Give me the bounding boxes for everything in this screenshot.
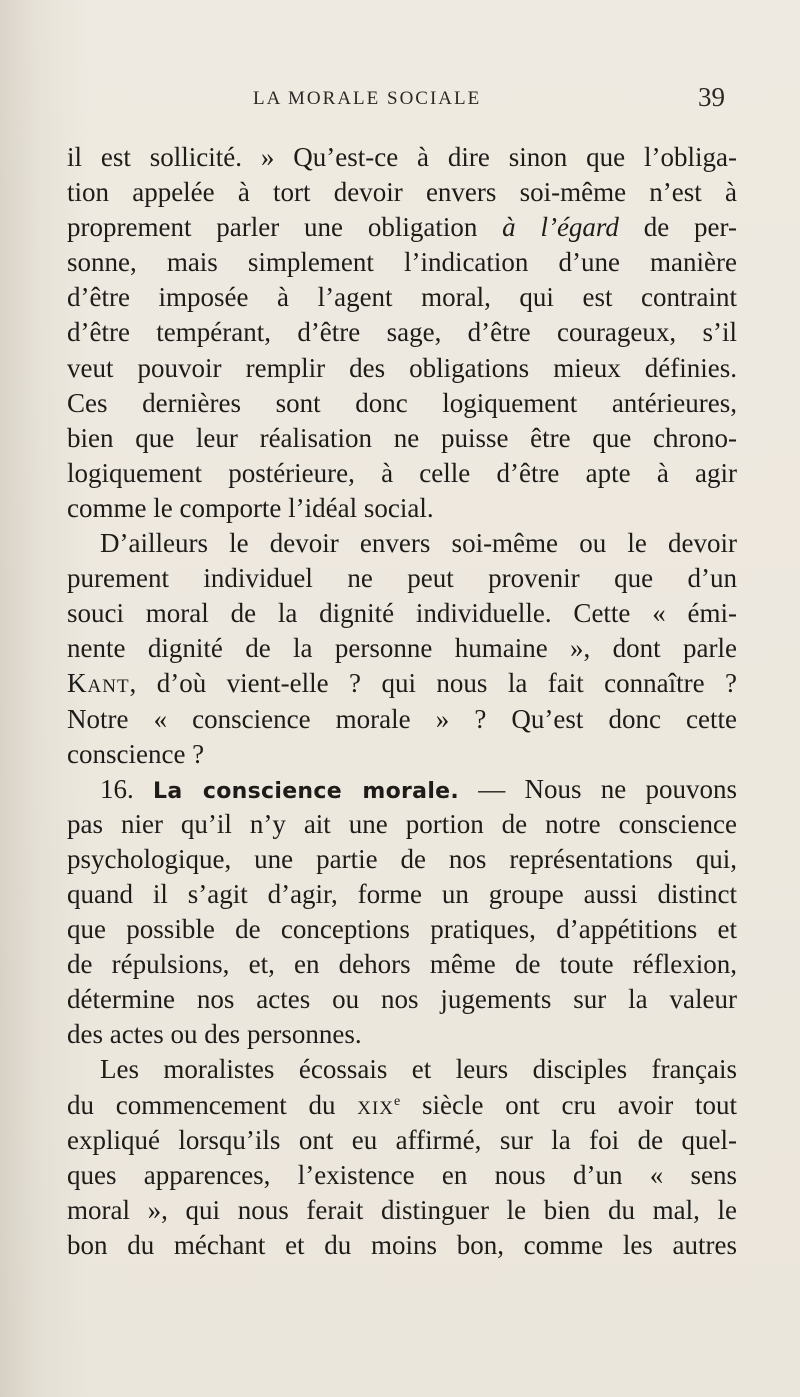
section-title: La conscience morale. bbox=[153, 778, 460, 804]
text-line: nente dignité de la personne humaine », dont parle bbox=[67, 633, 737, 664]
page-header bbox=[0, 82, 800, 118]
section-number: 16. bbox=[100, 773, 134, 804]
text-line: conscience ? bbox=[67, 738, 205, 769]
text-fragment: proprement parler une obligation bbox=[67, 212, 503, 243]
text-line: bien que leur réalisation ne puisse être que chrono- bbox=[67, 422, 737, 453]
text-fragment: , d’où vient-elle ? qui nous la fait connaître ? bbox=[129, 668, 737, 699]
text-line: Notre « conscience morale » ? Qu’est donc cette bbox=[67, 703, 737, 734]
italic-phrase: à l’égard bbox=[502, 212, 619, 243]
text-line: Les moralistes écossais et leurs disciples français bbox=[100, 1054, 737, 1085]
text-fragment: du commencement du bbox=[67, 1089, 358, 1120]
text-fragment: de per- bbox=[618, 212, 737, 243]
text-line: sonne, mais simplement l’indication d’une manière bbox=[67, 247, 737, 278]
text-line: bon du méchant et du moins bon, comme les autres bbox=[67, 1229, 737, 1260]
text-line: logiquement postérieure, à celle d’être apte à agir bbox=[67, 457, 737, 488]
text-line: Ces dernières sont donc logiquement antérieures, bbox=[67, 387, 737, 418]
section-heading-line bbox=[67, 772, 737, 807]
text-line: il est sollicité. » Qu’est-ce à dire sinon que l’obliga- bbox=[67, 142, 737, 172]
century-roman: xix bbox=[357, 1089, 395, 1120]
text-line: détermine nos actes ou nos jugements sur la valeur bbox=[67, 984, 737, 1015]
page-number: 39 bbox=[698, 82, 725, 112]
text-line bbox=[67, 666, 737, 701]
century-superscript: e bbox=[394, 1093, 401, 1109]
text-line: pas nier qu’il n’y ait une portion de notre conscience bbox=[67, 808, 737, 839]
text-fragment: siècle ont cru avoir tout bbox=[400, 1089, 737, 1120]
text-line: D’ailleurs le devoir envers soi-même ou le devoir bbox=[100, 528, 737, 559]
text-line: tion appelée à tort devoir envers soi-même n’est à bbox=[67, 177, 737, 208]
text-line: que possible de conceptions pratiques, d’appétitions et bbox=[67, 914, 737, 945]
text-line: d’être imposée à l’agent moral, qui est contraint bbox=[67, 282, 737, 313]
text-line bbox=[67, 1088, 737, 1123]
text-fragment: — Nous ne pouvons bbox=[459, 773, 738, 804]
text-line bbox=[67, 210, 737, 245]
running-head: LA MORALE SOCIALE bbox=[253, 88, 482, 109]
body-text bbox=[67, 140, 737, 1263]
text-line: quand il s’agit d’agir, forme un groupe aussi distinct bbox=[67, 878, 737, 909]
text-line: ques apparences, l’existence en nous d’un « sens bbox=[67, 1159, 737, 1190]
author-name: Kant bbox=[67, 668, 130, 699]
text-line: des actes ou des personnes. bbox=[67, 1019, 362, 1050]
text-line: purement individuel ne peut provenir que d’un bbox=[67, 563, 737, 594]
text-line: souci moral de la dignité individuelle. Cette « émi- bbox=[67, 598, 737, 629]
text-line: de répulsions, et, en dehors même de toute réflexion, bbox=[67, 949, 737, 980]
text-line: expliqué lorsqu’ils ont eu affirmé, sur la foi de quel- bbox=[67, 1124, 737, 1155]
text-line: comme le comporte l’idéal social. bbox=[67, 492, 434, 523]
text-line: moral », qui nous ferait distinguer le bien du mal, le bbox=[67, 1194, 737, 1225]
text-line: d’être tempérant, d’être sage, d’être courageux, s’il bbox=[67, 317, 737, 348]
text-line: veut pouvoir remplir des obligations mieux définies. bbox=[67, 352, 737, 383]
text-line: psychologique, une partie de nos représentations qui, bbox=[67, 843, 737, 874]
